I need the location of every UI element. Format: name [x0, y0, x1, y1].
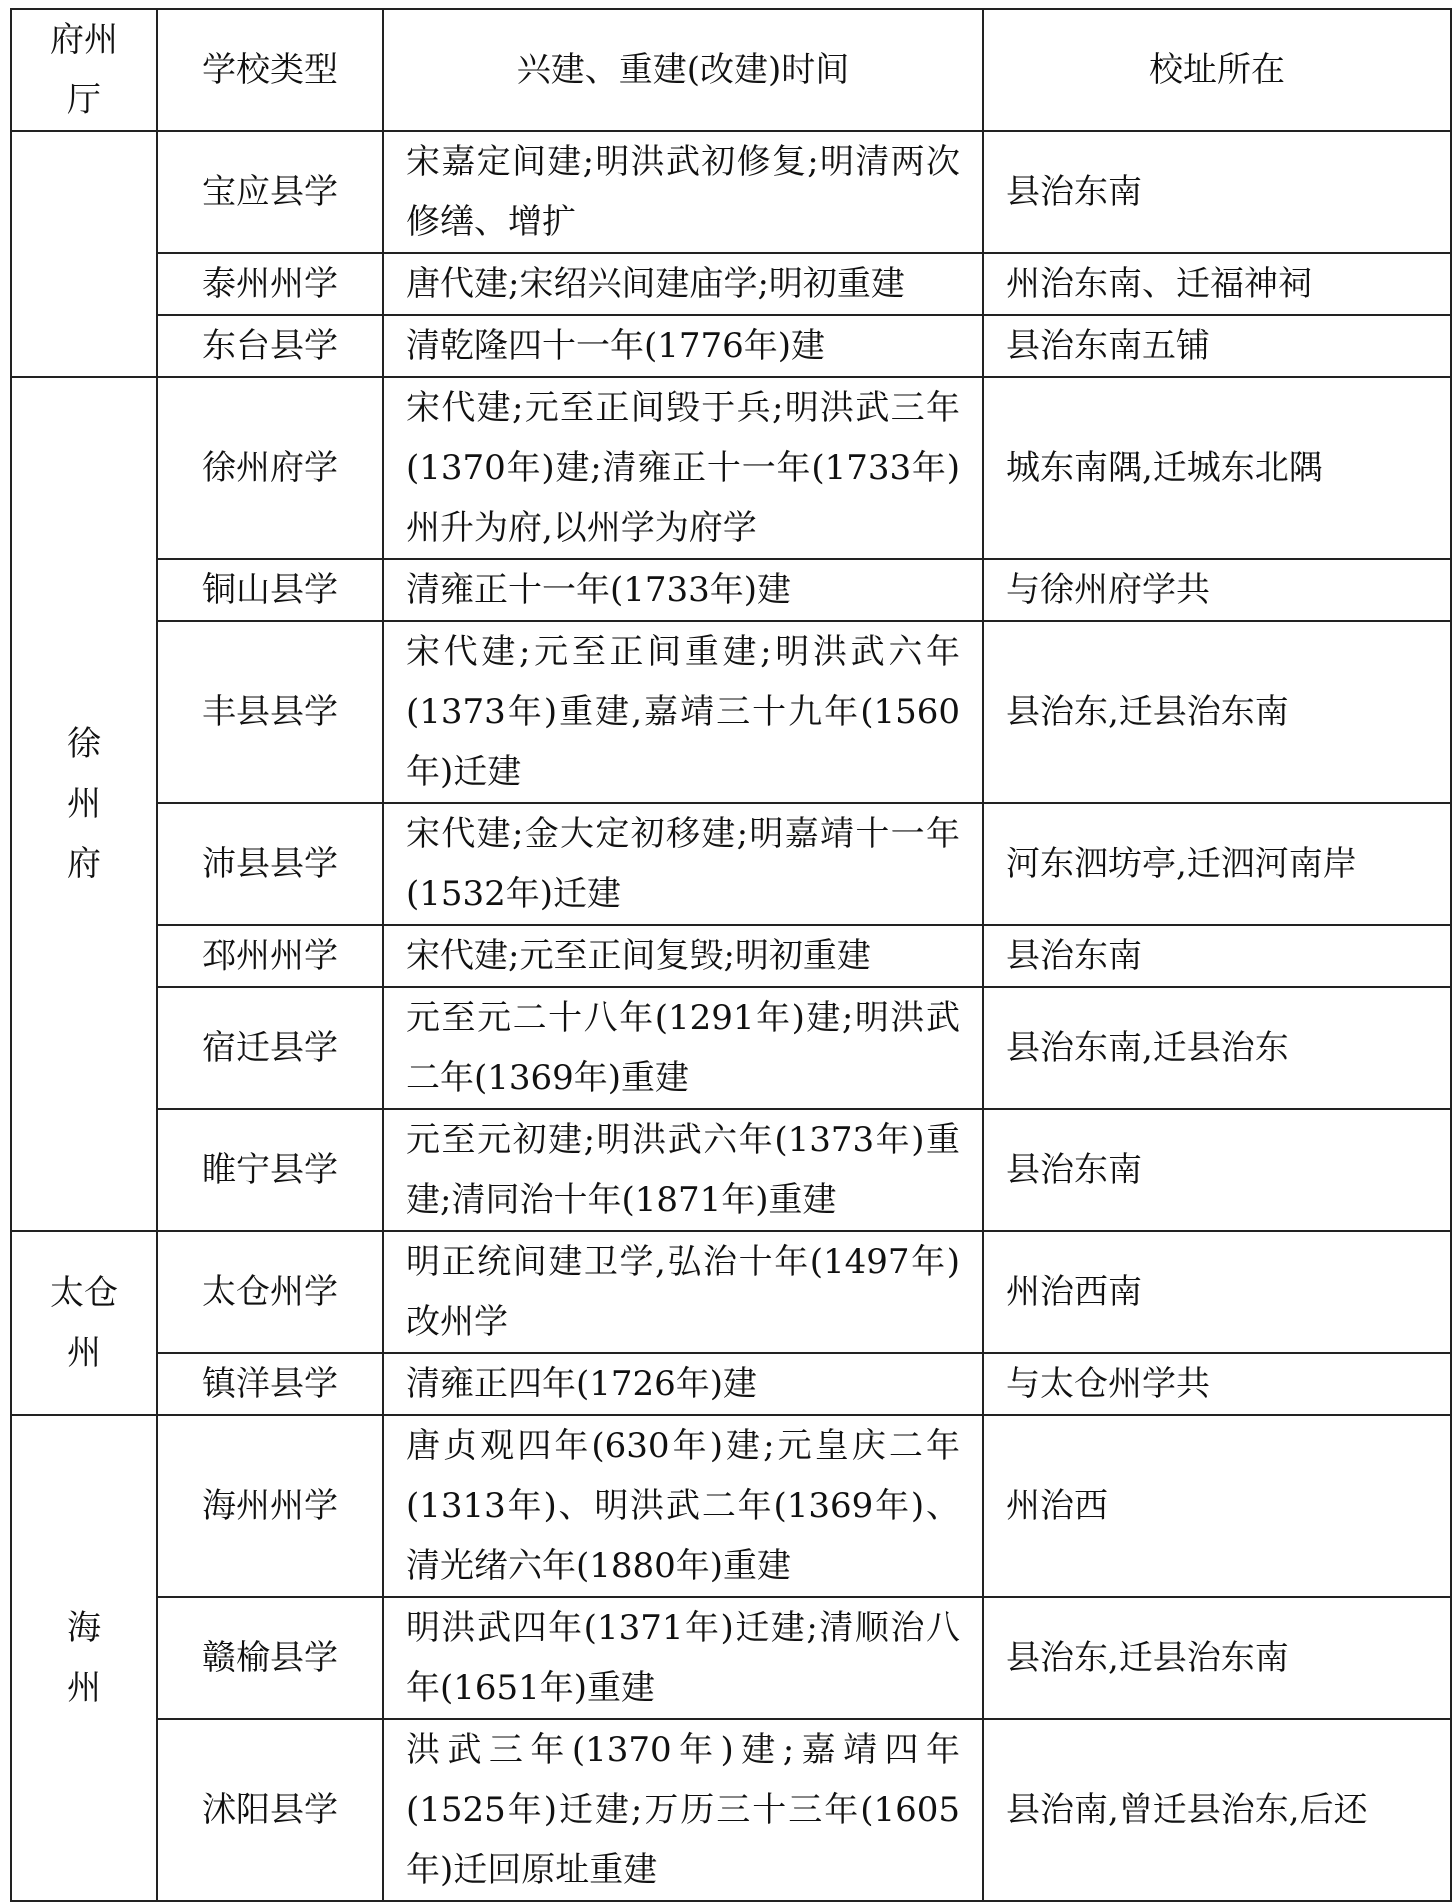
table-row	[11, 987, 1451, 1109]
school-location: 与太仓州学共	[983, 1353, 1451, 1415]
school-name: 铜山县学	[157, 559, 383, 621]
header-school-type: 学校类型	[157, 9, 383, 131]
build-history: 宋代建;元至正间毁于兵;明洪武三年(1370年)建;清雍正十一年(1733年)州升为府,以州学为府学	[383, 377, 983, 559]
build-history: 清乾隆四十一年(1776年)建	[383, 315, 983, 377]
build-history: 明洪武四年(1371年)迁建;清顺治八年(1651年)重建	[383, 1597, 983, 1719]
build-history: 宋代建;元至正间重建;明洪武六年(1373年)重建,嘉靖三十九年(1560年)迁建	[383, 621, 983, 803]
build-history: 唐代建;宋绍兴间建庙学;明初重建	[383, 253, 983, 315]
region-cell-taicang: 太仓州	[11, 1231, 157, 1415]
school-history-table	[10, 8, 1452, 1902]
header-region: 府州厅	[11, 9, 157, 131]
region-cell-haizhou	[11, 1415, 157, 1901]
build-history: 元至元初建;明洪武六年(1373年)重建;清同治十年(1871年)重建	[383, 1109, 983, 1231]
school-location: 县治东南,迁县治东	[983, 987, 1451, 1109]
school-location: 县治东南五铺	[983, 315, 1451, 377]
build-history: 元至元二十八年(1291年)建;明洪武二年(1369年)重建	[383, 987, 983, 1109]
table-row	[11, 377, 1451, 559]
build-history: 唐贞观四年(630年)建;元皇庆二年(1313年)、明洪武二年(1369年)、清光绪六年(1880年)重建	[383, 1415, 983, 1597]
table-row	[11, 1109, 1451, 1231]
header-location: 校址所在	[983, 9, 1451, 131]
header-row	[11, 9, 1451, 131]
region-label: 海 州	[67, 1608, 101, 1708]
table-row	[11, 1719, 1451, 1901]
school-name: 太仓州学	[157, 1231, 383, 1353]
school-name: 镇洋县学	[157, 1353, 383, 1415]
build-history: 洪武三年(1370年)建;嘉靖四年(1525年)迁建;万历三十三年(1605年)迁回原址重建	[383, 1719, 983, 1901]
table-row	[11, 1353, 1451, 1415]
region-label: 徐 州 府	[67, 724, 101, 884]
school-name: 丰县县学	[157, 621, 383, 803]
school-location: 州治东南、迁福神祠	[983, 253, 1451, 315]
table-body	[11, 131, 1451, 1901]
school-name: 邳州州学	[157, 925, 383, 987]
table-row	[11, 1231, 1451, 1353]
table-row	[11, 1597, 1451, 1719]
region-cell-xuzhou	[11, 377, 157, 1231]
table-row	[11, 253, 1451, 315]
school-location: 县治东,迁县治东南	[983, 1597, 1451, 1719]
table-row	[11, 315, 1451, 377]
school-name: 睢宁县学	[157, 1109, 383, 1231]
school-name: 沛县县学	[157, 803, 383, 925]
school-location: 县治东南	[983, 1109, 1451, 1231]
table-row	[11, 1415, 1451, 1597]
build-history: 宋代建;金大定初移建;明嘉靖十一年(1532年)迁建	[383, 803, 983, 925]
school-location: 与徐州府学共	[983, 559, 1451, 621]
school-location: 州治西南	[983, 1231, 1451, 1353]
school-name: 海州州学	[157, 1415, 383, 1597]
table-row	[11, 621, 1451, 803]
school-location: 城东南隅,迁城东北隅	[983, 377, 1451, 559]
build-history: 清雍正十一年(1733年)建	[383, 559, 983, 621]
build-history: 宋嘉定间建;明洪武初修复;明清两次修缮、增扩	[383, 131, 983, 253]
build-history: 清雍正四年(1726年)建	[383, 1353, 983, 1415]
school-location: 河东泗坊亭,迁泗河南岸	[983, 803, 1451, 925]
school-name: 东台县学	[157, 315, 383, 377]
table-row	[11, 925, 1451, 987]
school-name: 宿迁县学	[157, 987, 383, 1109]
header-build-time: 兴建、重建(改建)时间	[383, 9, 983, 131]
school-name: 赣榆县学	[157, 1597, 383, 1719]
table-row	[11, 131, 1451, 253]
school-location: 州治西	[983, 1415, 1451, 1597]
school-name: 泰州州学	[157, 253, 383, 315]
school-name: 沭阳县学	[157, 1719, 383, 1901]
build-history: 宋代建;元至正间复毁;明初重建	[383, 925, 983, 987]
school-location: 县治南,曾迁县治东,后还	[983, 1719, 1451, 1901]
school-location: 县治东南	[983, 131, 1451, 253]
table-row	[11, 803, 1451, 925]
school-location: 县治东南	[983, 925, 1451, 987]
school-name: 宝应县学	[157, 131, 383, 253]
table-row	[11, 559, 1451, 621]
school-name: 徐州府学	[157, 377, 383, 559]
build-history: 明正统间建卫学,弘治十年(1497年)改州学	[383, 1231, 983, 1353]
region-cell-blank	[11, 131, 157, 377]
school-location: 县治东,迁县治东南	[983, 621, 1451, 803]
